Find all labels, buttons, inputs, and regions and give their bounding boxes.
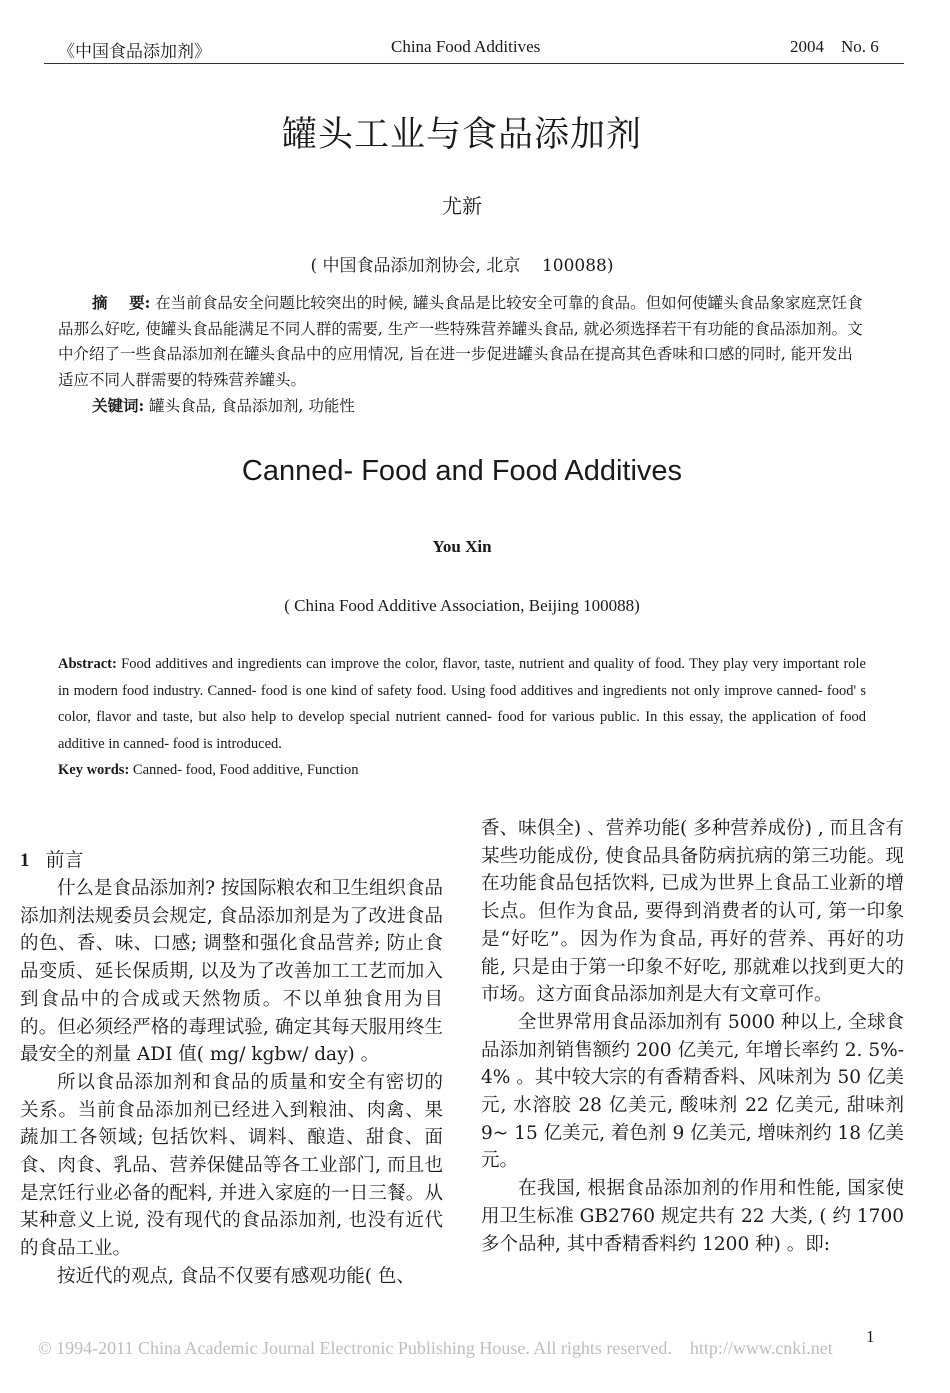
copyright-watermark: © 1994-2011 China Academic Journal Electronic Publishing House. All rights reserved. http://www.cnki.net: [38, 1338, 833, 1358]
keywords-cn-text: 罐头食品, 食品添加剂, 功能性: [144, 397, 355, 415]
keywords-en: [58, 757, 866, 784]
paragraph: 所以食品添加剂和食品的质量和安全有密切的关系。当前食品添加剂已经进入到粮油、肉禽、果蔬加工各领域; 包括饮料、调料、酿造、甜食、面食、肉食、乳品、营养保健品等各工业部门, 而且也是烹饪行业必备的配料, 并进入家庭的一日三餐。从某种意义上说, 没有现代的食品添加剂, 也没有近代的食品工业。: [20, 1071, 443, 1260]
affiliation-en: ( China Food Additive Association, Beijing 100088): [284, 596, 640, 615]
keywords-en-text: Canned- food, Food additive, Function: [129, 762, 359, 778]
section-number: 1: [20, 850, 30, 871]
abstract-en-body: [58, 651, 866, 757]
paragraph: 按近代的观点, 食品不仅要有感观功能( 色、: [57, 1265, 415, 1287]
keywords-cn-label: 关键词:: [92, 396, 145, 415]
paragraph: 在我国, 根据食品添加剂的作用和性能, 国家使用卫生标准 GB2760 规定共有 22 大类, ( 约 1700 多个品种, 其中香精香料约 1200 种) 。即:: [481, 1178, 904, 1255]
abstract-cn: [58, 290, 866, 420]
affiliation-cn: ( 中国食品添加剂协会, 北京 100088): [310, 256, 614, 276]
author-cn: 尤新: [442, 194, 482, 218]
issue-number: 2004 No. 6: [790, 37, 879, 56]
body-column-right: [481, 815, 904, 1258]
journal-name-en: China Food Additives: [391, 37, 541, 56]
paragraph: 什么是食品添加剂? 按国际粮农和卫生组织食品添加剂法规委员会规定, 食品添加剂是为了改进食品的色、香、味、口感; 调整和强化食品营养; 防止食品变质、延长保质期, 以及为了改善加工工艺而加入到食品中的合成或天然物质。不以单独食用为目的。但必须经严格的毒理试验, 确定其每天服用终生最安全的剂量 ADI 值( mg/ kgbw/ day) 。: [20, 878, 443, 1066]
abstract-cn-label: 摘 要:: [92, 293, 151, 312]
paragraph-continuation: 香、味俱全) 、营养功能( 多种营养成份) , 而且含有某些功能成份, 使食品具备防病抗病的第三功能。现在功能食品包括饮料, 已成为世界上食品工业新的增长点。但作为食品, 要得到消费者的认可, 第一印象是“好吃”。因为作为食品, 再好的营养、再好的功能, 只是由于第一印象不好吃, 那就难以找到更大的市场。这方面食品添加剂是大有文章可作。: [481, 818, 904, 1006]
author-en: You Xin: [432, 537, 492, 556]
abstract-en-label: Abstract:: [58, 656, 117, 672]
keywords-en-label: Key words:: [58, 762, 130, 778]
journal-name-cn: 《中国食品添加剂》: [58, 42, 211, 62]
paragraph: 全世界常用食品添加剂有 5000 种以上, 全球食品添加剂销售额约 200 亿美元, 年增长率约 2. 5%- 4% 。其中较大宗的有香精香料、风味剂为 50 亿美元, 水溶胶 28 亿美元, 酸味剂 22 亿美元, 甜味剂 9~ 15 亿美元, 着色剂 9 亿美元, 增味剂约 18 亿美元。: [481, 1011, 904, 1172]
abstract-cn-body: [58, 290, 866, 393]
keywords-cn: [58, 393, 866, 420]
section-heading: [20, 845, 84, 872]
abstract-en: [58, 651, 866, 784]
paper-title-en: Canned- Food and Food Additives: [241, 455, 683, 487]
page-number: 1: [866, 1327, 875, 1346]
header-rule: [44, 63, 904, 64]
paper-title-cn: 罐头工业与食品添加剂: [281, 115, 642, 155]
body-column-left: [20, 875, 443, 1291]
abstract-en-text: Food additives and ingredients can improve the color, flavor, taste, nutrient and quality of food. They play very important role in modern food industry. Canned- food is one kind of safety food. Using food additives and ingredients not only improve canned- food' s color, flavor and taste, but also help to develop special nutrient canned- food for various public. In this essay, the application of food additive in canned- food is introduced.: [58, 656, 866, 752]
abstract-cn-text: 在当前食品安全问题比较突出的时候, 罐头食品是比较安全可靠的食品。但如何使罐头食品象家庭烹饪食品那么好吃, 使罐头食品能满足不同人群的需要, 生产一些特殊营养罐头食品, 就必须选择若干有功能的食品添加剂。文中介绍了一些食品添加剂在罐头食品中的应用情况, 旨在进一步促进罐头食品在提高其色香味和口感的同时, 能开发出适应不同人群需要的特殊营养罐头。: [58, 294, 863, 389]
section-title: 前言: [45, 849, 84, 871]
